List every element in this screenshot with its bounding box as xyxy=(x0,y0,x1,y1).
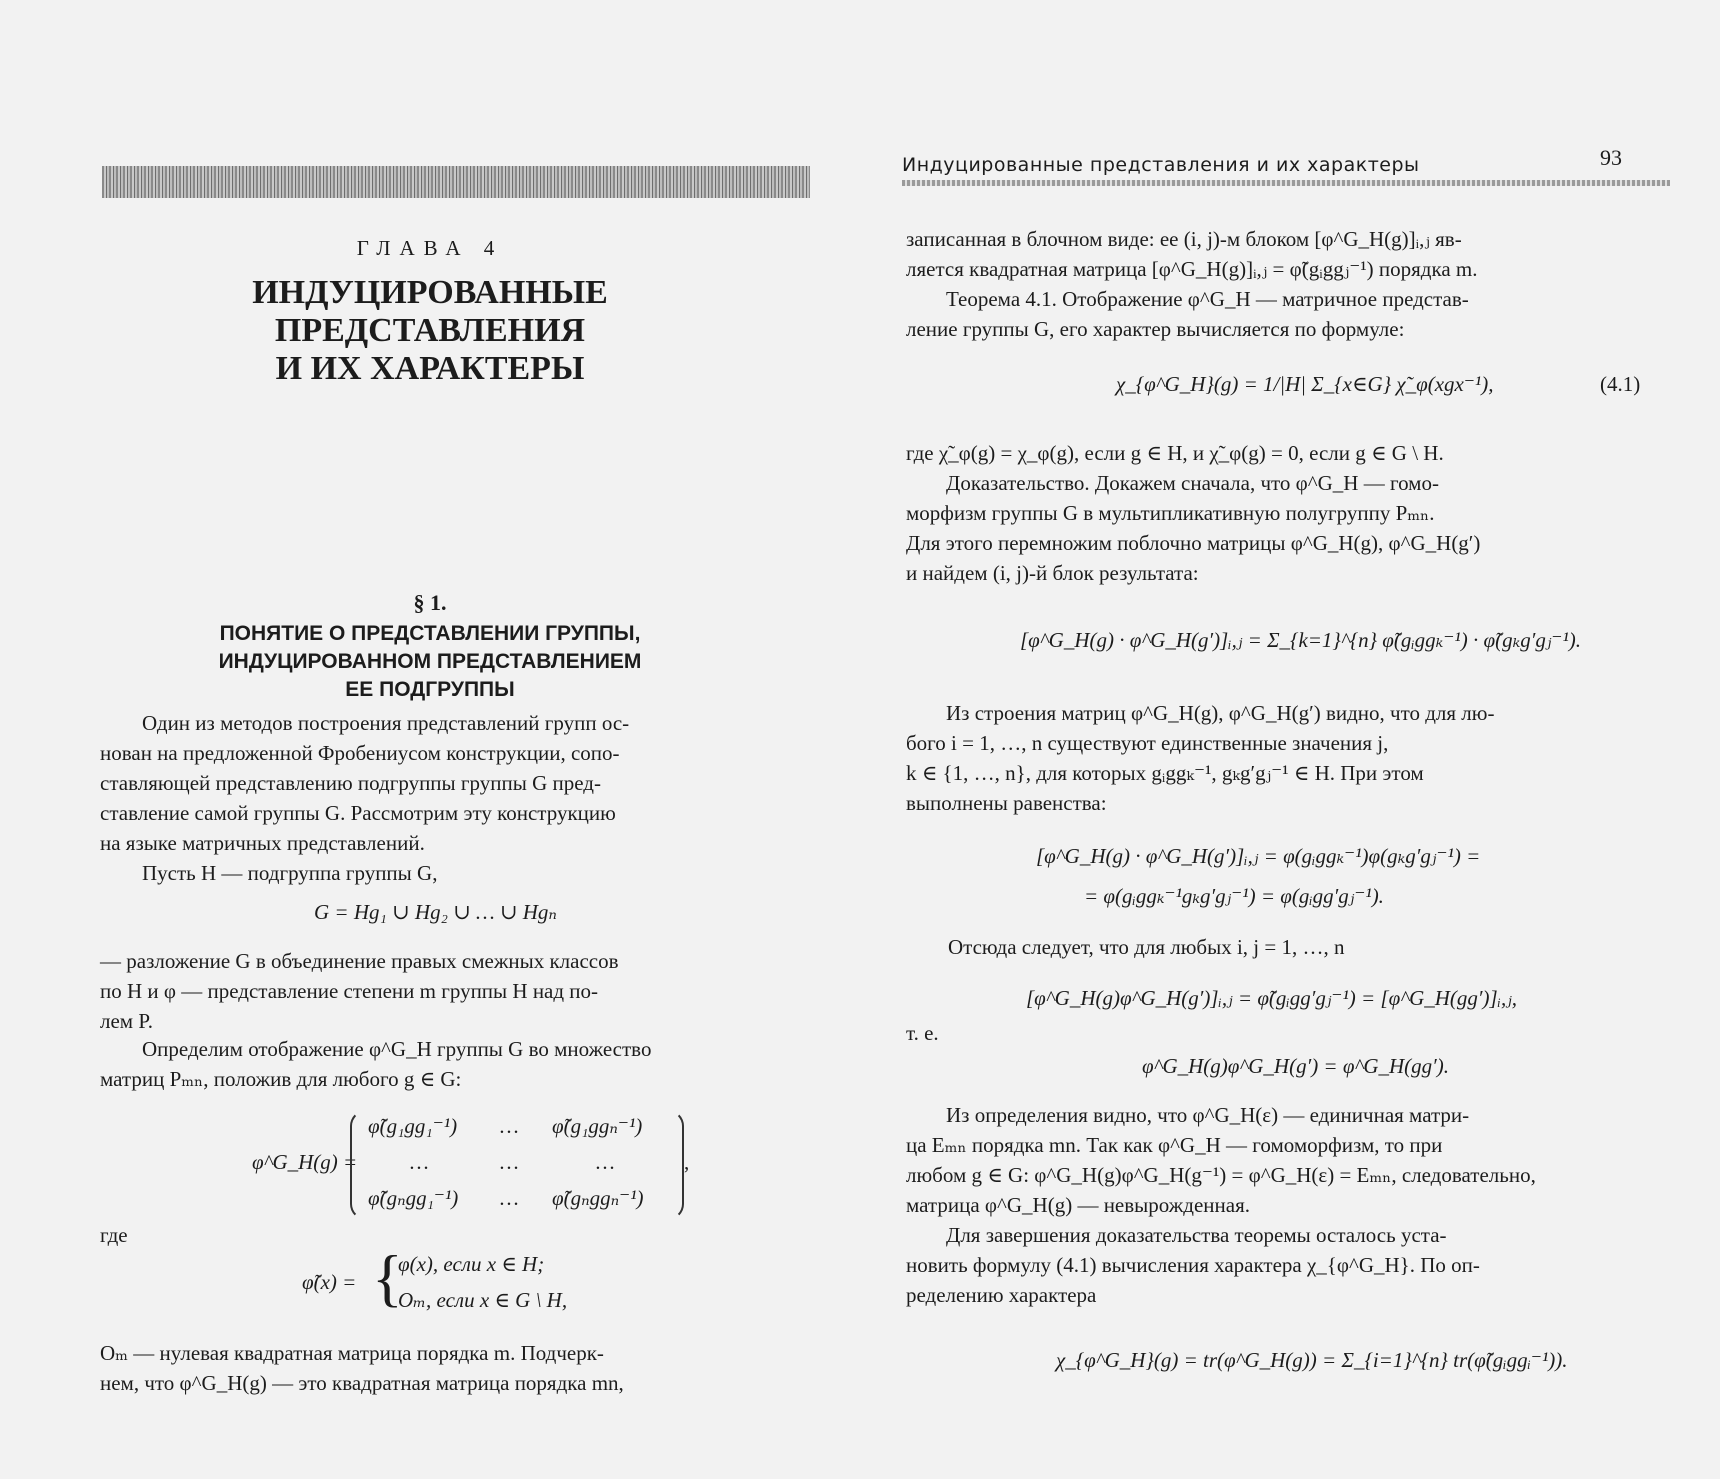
chapter-title: ИНДУЦИРОВАННЫЕ ПРЕДСТАВЛЕНИЯ И ИХ ХАРАКТЕРЫ xyxy=(252,274,608,387)
paragraph-proof: где χ̃_φ(g) = χ_φ(g), если g ∈ H, и χ̃_φ(g) = 0, если g ∈ G \ H. Доказательство. Докажем сначала, что φ^G_H — гомо- морфизм группы G в мультипликативную полугруппу Pₘₙ. Для этого перемножим поблочно матрицы φ^G_H(g), φ^G_H(g′) и найдем (i, j)-й блок результата: xyxy=(906,441,1481,585)
matrix-cell: φ̃(gₙggₙ⁻¹) xyxy=(552,1186,644,1210)
running-head: Индуцированные представления и их характеры xyxy=(902,154,1420,176)
chapter-header-bar xyxy=(102,166,810,198)
paragraph-definition: Определим отображение φ^G_H группы G во множество матриц Pₘₙ, положив для любого g ∈ G: xyxy=(100,1037,652,1091)
equation-decomposition: G = Hg₁ ∪ Hg₂ ∪ … ∪ Hgₙ xyxy=(314,900,557,924)
matrix-cell: … xyxy=(500,1114,519,1138)
formula-tag: (4.1) xyxy=(1600,372,1641,396)
equation-hence: [φ^G_H(g)φ^G_H(g′)]ᵢ,ⱼ = φ̃(gᵢgg′gⱼ⁻¹) = [φ^G_H(gg′)]ᵢ,ⱼ, xyxy=(1026,986,1518,1010)
paragraph-identity: Из определения видно, что φ^G_H(ε) — единичная матри- ца Eₘₙ порядка mn. Так как φ^G_H — гомоморфизм, то при любом g ∈ G: φ^G_H(g)φ^G_H(g⁻¹) = φ^G_H(ε) = Eₘₙ, следовательно, матрица φ^G_H(g) — невырожденная. Для завершения доказательства теоремы осталось уста- новить формулу (4.1) вычисления характера χ_{φ^G_H}. По оп- ределению характера xyxy=(906,1103,1536,1307)
paragraph-cosets: — разложение G в объединение правых смежных классов по H и φ — представление степени m группы H над по- лем P. xyxy=(100,949,619,1033)
equation-pair-line: = φ(gᵢggₖ⁻¹gₖg′gⱼ⁻¹) = φ(gᵢgg′gⱼ⁻¹). xyxy=(1084,884,1384,908)
right-page xyxy=(860,0,1720,1479)
section-number: § 1. xyxy=(413,590,447,615)
matrix-cell: … xyxy=(596,1150,615,1174)
paragraph-matrix-structure: Из строения матриц φ^G_H(g), φ^G_H(g′) видно, что для лю- бого i = 1, …, n существуют единственные значения j, k ∈ {1, …, n}, для которых gᵢggₖ⁻¹, gₖg′gⱼ⁻¹ ∈ H. При этом выполнены равенства: xyxy=(906,701,1495,815)
phi-tilde-case: Oₘ, если x ∈ G \ H, xyxy=(398,1288,568,1312)
equation-pair-line: [φ^G_H(g) · φ^G_H(g′)]ᵢ,ⱼ = φ(gᵢggₖ⁻¹)φ(gₖg′gⱼ⁻¹) = xyxy=(1036,844,1481,868)
matrix-cell: … xyxy=(500,1150,519,1174)
page-number: 93 xyxy=(1600,145,1622,170)
matrix-lhs: φ^G_H(g) = xyxy=(252,1150,358,1174)
chapter-label: ГЛАВА 4 xyxy=(356,236,504,260)
matrix-cell: … xyxy=(500,1186,519,1210)
paragraph-hence: Отсюда следует, что для любых i, j = 1, …, n xyxy=(948,935,1345,959)
matrix-comma: , xyxy=(684,1150,690,1174)
formula-block-product: [φ^G_H(g) · φ^G_H(g′)]ᵢ,ⱼ = Σ_{k=1}^{n} φ̃(gᵢggₖ⁻¹) · φ̃(gₖg′gⱼ⁻¹). xyxy=(1020,628,1581,652)
matrix-cell: φ̃(g₁gg₁⁻¹) xyxy=(368,1114,458,1138)
matrix-cell: … xyxy=(410,1150,429,1174)
label-ie: т. е. xyxy=(906,1021,939,1045)
cases-brace: { xyxy=(372,1242,403,1313)
paragraph-intro: Один из методов построения представлений групп ос- нован на предложенной Фробениусом конструкции, сопо- ставляющей представлению подгруппы группы G пред- ставление самой группы G. Рассмотрим эту конструкцию на языке матричных представлений. xyxy=(100,711,630,855)
paragraph-subgroup: Пусть H — подгруппа группы G, xyxy=(142,861,438,885)
formula-4-1: χ_{φ^G_H}(g) = 1/|H| Σ_{x∈G} χ̃_φ(xgx⁻¹), xyxy=(1116,372,1494,396)
paragraph-block-form: записанная в блочном виде: ее (i, j)-м блоком [φ^G_H(g)]ᵢ,ⱼ яв- ляется квадратная матрица [φ^G_H(g)]ᵢ,ⱼ = φ̃(gᵢggⱼ⁻¹) порядка m. Теорема 4.1. Отображение φ^G_H — матричное представ- ление группы G, его характер вычисляется по формуле: xyxy=(906,227,1478,341)
paragraph-zero-matrix: Oₘ — нулевая квадратная матрица порядка m. Подчерк- нем, что φ^G_H(g) — это квадратная матрица порядка mn, xyxy=(100,1341,624,1395)
matrix-cell: φ̃(g₁ggₙ⁻¹) xyxy=(552,1114,643,1138)
running-head-rule xyxy=(902,180,1670,186)
phi-tilde-lhs: φ̃(x) = xyxy=(302,1270,357,1294)
where-label: где xyxy=(100,1223,128,1247)
equation-homomorphism: φ^G_H(g)φ^G_H(g′) = φ^G_H(gg′). xyxy=(1142,1054,1449,1078)
equation-character-trace: χ_{φ^G_H}(g) = tr(φ^G_H(g)) = Σ_{i=1}^{n} tr(φ̃(gᵢggᵢ⁻¹)). xyxy=(1056,1348,1568,1372)
matrix-cell: φ̃(gₙgg₁⁻¹) xyxy=(368,1186,459,1210)
phi-tilde-case: φ(x), если x ∈ H; xyxy=(398,1252,545,1276)
section-title: ПОНЯТИЕ О ПРЕДСТАВЛЕНИИ ГРУППЫ, ИНДУЦИРОВАННОМ ПРЕДСТАВЛЕНИЕМ ЕЕ ПОДГРУППЫ xyxy=(218,622,642,701)
